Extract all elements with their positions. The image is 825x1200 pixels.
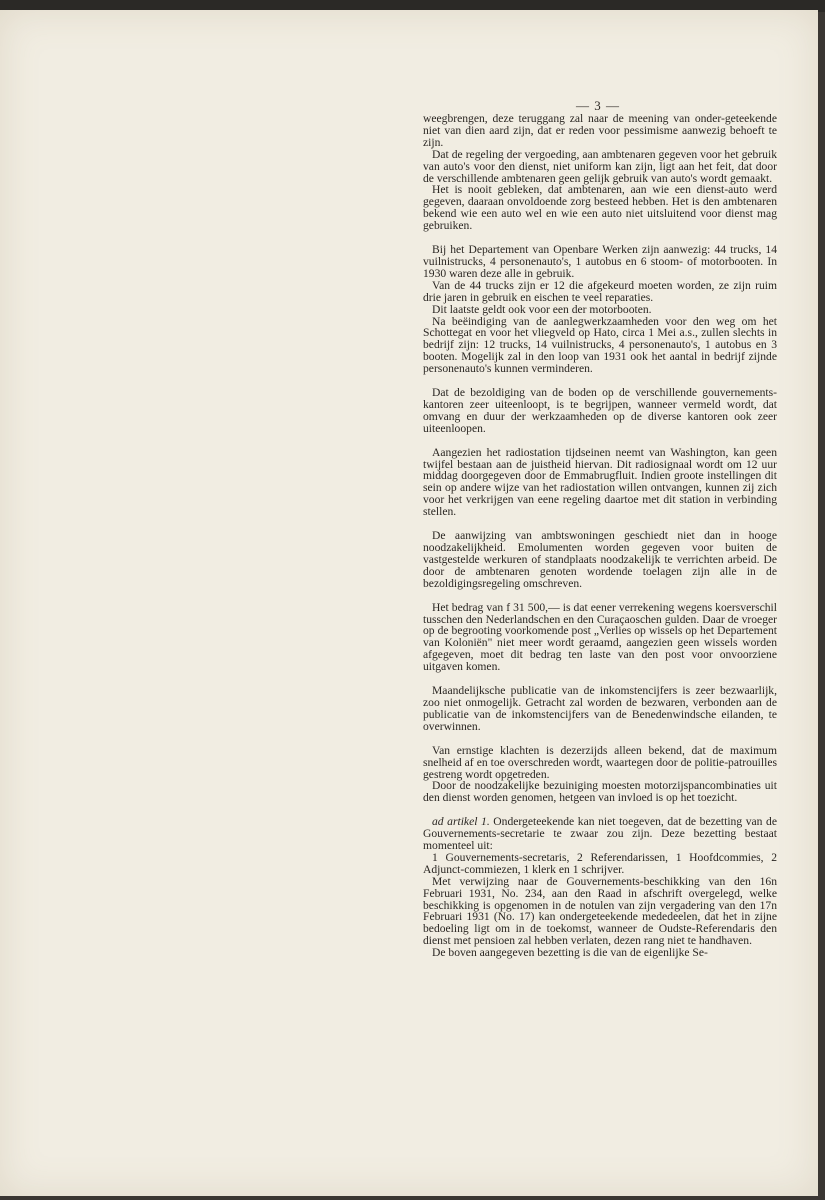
paragraph: Maandelijksche publicatie van de inkomstencijfers is zeer bezwaarlijk, zoo niet onmogelijk. Getracht zal worden de bezwaren, verbonden aan de publicatie van de inkomstencijfers van de Benedenwindsche eilanden, te overwinnen. xyxy=(423,684,777,733)
page-number: — 3 — xyxy=(576,98,620,113)
document-page xyxy=(0,10,818,1196)
article-label: ad artikel 1. xyxy=(432,815,490,829)
article-paragraph xyxy=(423,816,777,852)
paragraph: Van ernstige klachten is dezerzijds alleen bekend, dat de maximum snelheid af en toe overschreden wordt, waartegen door de politie-patrouilles gestreng wordt opgetreden. xyxy=(423,743,777,781)
paragraph: Dat de regeling der vergoeding, aan ambtenaren gegeven voor het gebruik van auto's voor den dienst, niet uniform kan zijn, ligt aan het feit, dat door de verschillende ambtenaren geen gelijk gebruik van auto's wordt gemaakt. xyxy=(423,147,777,185)
paragraph: Dat de bezoldiging van de boden op de verschillende gouvernements-kantoren zeer uiteenloopt, is te begrijpen, wanneer vermeld wordt, dat omvang en duur der werkzaamheden op de diverse kantoren ook zeer uiteenloopen. xyxy=(423,386,777,435)
paragraph: De aanwijzing van ambtswoningen geschiedt niet dan in hooge noodzakelijkheid. Emolumenten worden gegeven voor buiten de vastgestelde werkuren of standplaats noodzakelijk te verrichten arbeid. De door de ambtenaren genoten wordende toelagen zijn alle in de bezoldigingsregeling omschreven. xyxy=(423,529,777,590)
paragraph-gap xyxy=(423,733,777,745)
paragraph: Na beëindiging van de aanlegwerkzaamheden voor den weg om het Schottegat en voor het vliegveld op Hato, circa 1 Mei a.s., zullen slechts in bedrijf zijn: 12 trucks, 14 vuilnistrucks, 4 personenauto's, 1 autobus en 3 booten. Mogelijk zal in den loop van 1931 ook het aantal in bedrijf zijnde personenauto's kunnen verminderen. xyxy=(423,314,777,376)
paragraph: 1 Gouvernements-secretaris, 2 Referendarissen, 1 Hoofdcommies, 2 Adjunct-commiezen, 1 klerk en 1 schrijver. xyxy=(423,850,777,876)
paragraph: Dit laatste geldt ook voor een der motorbooten. xyxy=(432,302,652,316)
paragraph: Het bedrag van f 31 500,— is dat eener verrekening wegens koersverschil tusschen den Nederlandschen en den Curaçaoschen gulden. Daar de vroeger op de begrooting voorkomende post „Verlies op wissels op het Departement van Koloniën" niet meer wordt geraamd, aangezien geen wissels worden afgegeven, moet dit bedrag ten laste van den post voor onvoorziene uitgaven komen. xyxy=(423,600,777,674)
paragraph: De boven aangegeven bezetting is die van de eigenlijke Se- xyxy=(432,946,708,960)
paragraph: Door de noodzakelijke bezuiniging moesten motorzijspancombinaties uit den dienst worden genomen, hetgeen van invloed is op het toezicht. xyxy=(423,779,777,805)
paragraph: Met verwijzing naar de Gouvernements-beschikking van den 16n Februari 1931, No. 234, aan den Raad in afschrift overgelegd, welke beschikking is opgenomen in de notulen van zijn vergadering van den 17n Februari 1931 (No. 17) kan ondergeteekende mededeelen, dat het in zijne bedoeling ligt om in de toekomst, wanneer de Oudste-Referendaris den dienst met pensioen zal hebben verlaten, dezen rang niet te handhaven. xyxy=(423,874,777,948)
paragraph: Aangezien het radiostation tijdseinen neemt van Washington, kan geen twijfel bestaan aan de juistheid hiervan. Dit radiosignaal wordt om 12 uur middag doorgegeven door de Emmabrugfluit. Indien groote instellingen dit sein op andere wijze van het radiostation willen ontvangen, kunnen zij zich voor het verkrijgen van eene regeling daartoe met dit station in verbinding stellen. xyxy=(423,445,777,519)
text-column xyxy=(423,113,777,959)
article-lead: Ondergeteekende kan niet toegeven, dat de bezetting van de Gouvernements-secretarie te zwaar zou zijn. Deze bezetting bestaat momenteel uit: xyxy=(423,815,777,853)
paragraph: Van de 44 trucks zijn er 12 die afgekeurd moeten worden, ze zijn ruim drie jaren in gebruik en eischen te veel reparaties. xyxy=(423,278,777,304)
paragraph-gap xyxy=(423,435,777,447)
paragraph: weegbrengen, deze teruggang zal naar de meening van onder-geteekende niet van dien aard zijn, dat er reden voor pessimisme aanwezig behoeft te zijn. xyxy=(423,112,777,149)
paragraph: Het is nooit gebleken, dat ambtenaren, aan wie een dienst-auto werd gegeven, daaraan onvoldoende zorg besteed hebben. Het is den ambtenaren bekend wie een auto wel en wie een auto niet uitsluitend voor dienst mag gebruiken. xyxy=(423,183,777,233)
paragraph-gap xyxy=(423,590,777,602)
paragraph: Bij het Departement van Openbare Werken zijn aanwezig: 44 trucks, 14 vuilnistrucks, 4 personenauto's, 1 autobus en 6 stoom- of motorbooten. In 1930 waren deze alle in gebruik. xyxy=(423,243,777,280)
